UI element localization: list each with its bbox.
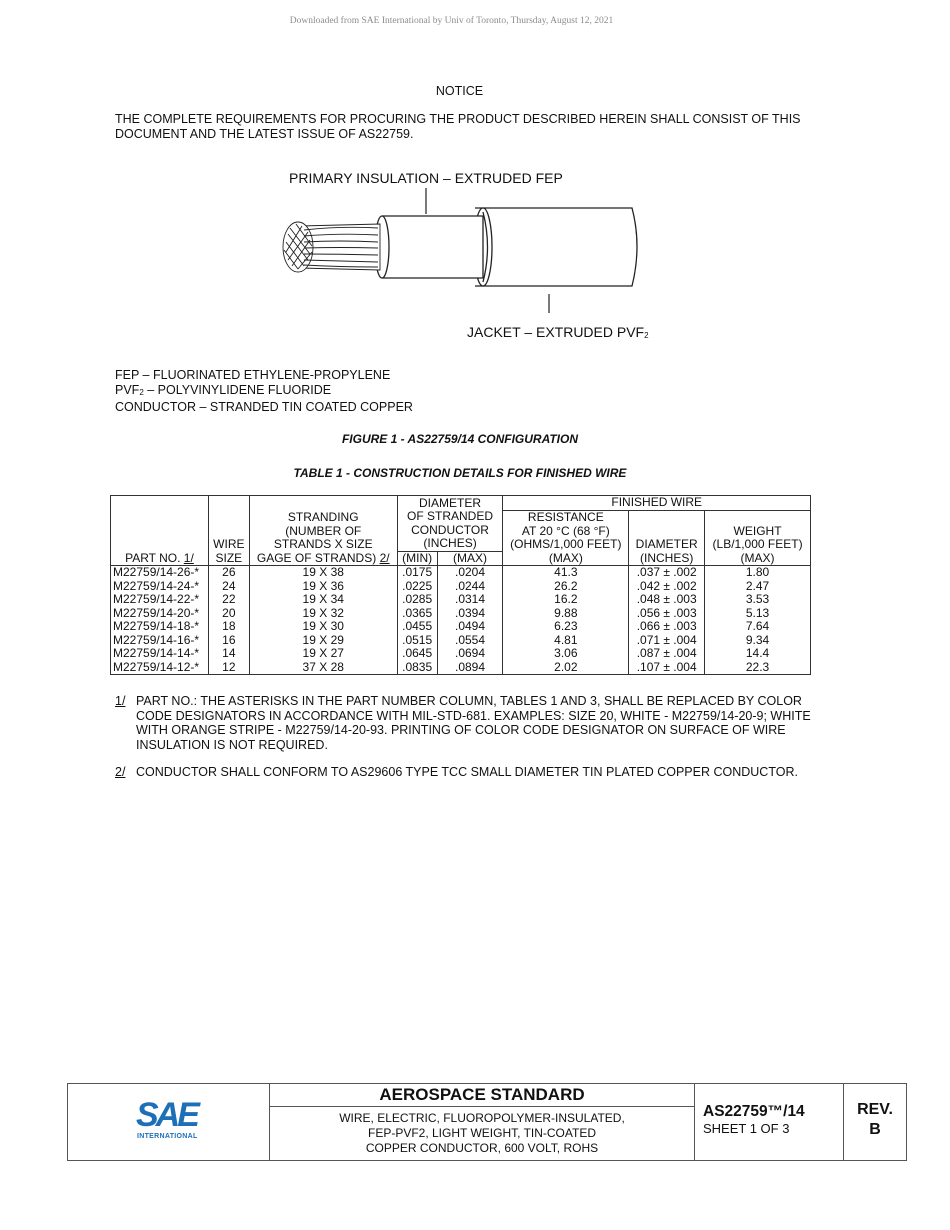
note-1: 1/ PART NO.: THE ASTERISKS IN THE PART NUMBER COLUMN, TABLES 1 AND 3, SHALL BE REPLACED BY COLOR CODE DESIGNATORS IN ACCORDANCE WITH MIL-STD-681. EXAMPLES: SIZE 20, WHITE - M22759/14-20-9; WHITE WITH ORANGE STRIPE - M22759/14-20-93. PRINTING OF COLOR CODE DESIGNATOR ON SURFACE OF WIRE INSULATION IS NOT REQUIRED. [115,694,811,752]
sae-logo-mark: SAE [136,1096,197,1134]
insulation-shape [375,212,488,282]
revision-value: B [869,1121,881,1138]
header-diameter-1: DIAMETER [397,496,503,511]
header-wire-size: WIRE SIZE [208,496,249,566]
table-caption: TABLE 1 - CONSTRUCTION DETAILS FOR FINISHED WIRE [293,466,627,480]
header-weight: WEIGHT (LB/1,000 FEET) (MAX) [705,510,811,566]
header-resistance: RESISTANCE AT 20 °C (68 °F) (OHMS/1,000 FEET) (MAX) [503,510,629,566]
table-row: M22759/14-24-* 24 19 X 36 .0225 .0244 26.2 .042 ± .002 2.47 [111,580,811,594]
header-diameter-3: CONDUCTOR [397,524,503,538]
table-row: M22759/14-20-* 20 19 X 32 .0365 .0394 9.88 .056 ± .003 5.13 [111,607,811,621]
header-fw-diameter: DIAMETER (INCHES) [629,510,705,566]
jacket-shape [474,208,637,286]
table-row: M22759/14-16-* 16 19 X 29 .0515 .0554 4.81 .071 ± .004 9.34 [111,634,811,648]
revision-cell [844,1084,906,1160]
header-min: (MIN) [397,551,437,566]
header-max: (MAX) [437,551,503,566]
table-notes [115,694,815,793]
insulation-label: PRIMARY INSULATION – EXTRUDED FEP [289,170,563,186]
definitions [115,368,413,415]
header-part-no: PART NO. 1/ [111,496,209,566]
figure-caption: FIGURE 1 - AS22759/14 CONFIGURATION [341,432,579,446]
definition-fep: FEP – FLUORINATED ETHYLENE-PROPYLENE [115,368,391,382]
table-row: M22759/14-14-* 14 19 X 27 .0645 .0694 3.06 .087 ± .004 14.4 [111,647,811,661]
sae-logo-subtext: INTERNATIONAL [137,1133,198,1140]
table-row: M22759/14-18-* 18 19 X 30 .0455 .0494 6.23 .066 ± .003 7.64 [111,620,811,634]
definition-conductor: CONDUCTOR – STRANDED TIN COATED COPPER [115,400,413,414]
notice-body: THE COMPLETE REQUIREMENTS FOR PROCURING THE PRODUCT DESCRIBED HEREIN SHALL CONSIST OF THIS DOCUMENT AND THE LATEST ISSUE OF AS22759. [115,112,801,141]
table-row: M22759/14-26-* 26 19 X 38 .0175 .0204 41.3 .037 ± .002 1.80 [111,566,811,580]
sheet-number: SHEET 1 OF 3 [703,1121,790,1136]
definition-pvf: $PVF_2$ – POLYVINYLIDENE FLUORIDE [115,382,332,397]
header-diameter-2: OF STRANDED [397,510,503,524]
revision-label: REV. [857,1101,893,1118]
document-number-cell [695,1084,844,1160]
construction-table [110,495,811,675]
header-diameter-4: (INCHES) [397,537,503,551]
document-number: AS22759™/14 [703,1103,805,1120]
title-block [67,1083,907,1161]
standard-title: AEROSPACE STANDARD [270,1084,694,1107]
jacket-label: JACKET – EXTRUDED $PVF_2$ [467,324,649,340]
header-stranding: STRANDING (NUMBER OF STRANDS X SIZE GAGE OF STRANDS) 2/ [249,496,397,566]
note-2: 2/ CONDUCTOR SHALL CONFORM TO AS29606 TYPE TCC SMALL DIAMETER TIN PLATED COPPER CONDUCTOR. [115,765,798,779]
title-cell [270,1084,695,1160]
wire-illustration [270,186,650,316]
download-watermark: Downloaded from SAE International by Univ of Toronto, Thursday, August 12, 2021 [289,16,614,26]
table-row: M22759/14-12-* 12 37 X 28 .0835 .0894 2.02 .107 ± .004 22.3 [111,661,811,675]
header-finished-wire: FINISHED WIRE [503,496,811,511]
table-row: M22759/14-22-* 22 19 X 34 .0285 .0314 16.2 .048 ± .003 3.53 [111,593,811,607]
standard-subtitle: WIRE, ELECTRIC, FLUOROPOLYMER-INSULATED, FEP-PVF2, LIGHT WEIGHT, TIN-COATED COPPER CONDUCTOR, 600 VOLT, ROHS [339,1111,625,1155]
notice-title: NOTICE [435,84,484,98]
conductor-strands [283,222,380,272]
sae-logo [68,1084,270,1160]
